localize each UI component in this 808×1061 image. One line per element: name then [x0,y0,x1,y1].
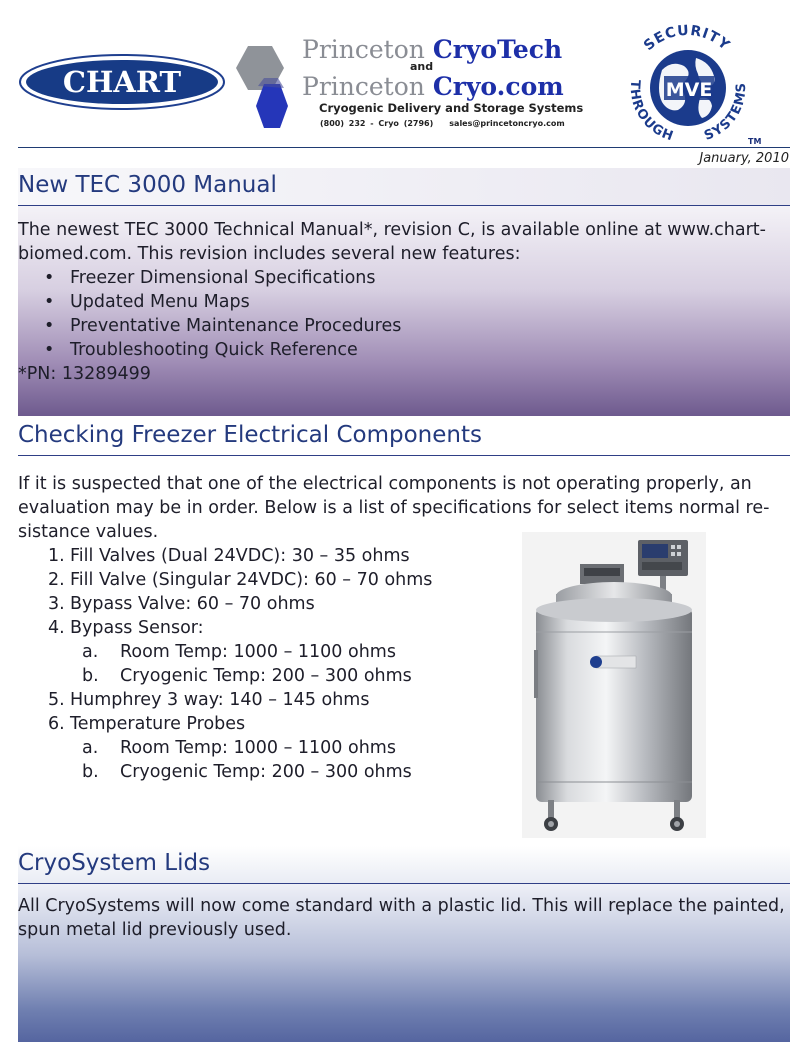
chart-logo [18,53,226,111]
list-text: Bypass Sensor: [70,618,204,638]
tec-manual-section [18,168,790,416]
section-body-tec [18,206,790,416]
list-text: Humphrey 3 way: 140 – 145 ohms [70,690,370,710]
list-number: 6. [48,714,65,734]
section-title-lids: CryoSystem Lids [18,846,790,884]
list-item: • Freezer Dimensional Specifications [18,266,790,290]
sub-list-letter: b. [82,762,99,782]
list-text: Fill Valve (Singular 24VDC): 60 – 70 ohms [70,570,433,590]
princeton-cryo-logo [232,36,582,136]
list-text: Temperature Probes [70,714,246,734]
brand-contact [320,119,565,128]
brand-tagline: Cryogenic Delivery and Storage Systems [319,101,584,115]
electrical-intro: If it is suspected that one of the electrical components is not operating properly, an evaluation may be in order. Below is a list of specifications for select items normal re-sistance values. [18,474,770,542]
list-number: 2. [48,570,65,590]
mve-right-arc: SYSTEMS [702,81,750,144]
brand-email: sales@princetoncryo.com [449,119,565,128]
list-item: • Troubleshooting Quick Reference [18,338,790,362]
list-number: 4. [48,618,65,638]
sub-list-letter: a. [82,642,99,662]
princeton-cryo-com-line [302,73,564,101]
tec-feature-list [18,266,790,362]
hexagon-mark [232,40,294,132]
sub-list-text: Room Temp: 1000 – 1100 ohms [120,642,396,662]
brand-word-cryo-com: Cryo.com [432,72,564,101]
chart-logo-text: CHART [62,65,182,99]
sub-list-letter: a. [82,738,99,758]
list-item: • Updated Menu Maps [18,290,790,314]
brand-phone: (800) 232 - Cryo (2796) [320,119,434,128]
section-title-tec: New TEC 3000 Manual [18,168,790,206]
list-number: 1. [48,546,65,566]
list-text: Bypass Valve: 60 – 70 ohms [70,594,315,614]
sub-list-text: Cryogenic Temp: 200 – 300 ohms [120,762,412,782]
list-number: 3. [48,594,65,614]
brand-word-princeton-2: Princeton [302,72,425,101]
cryosystem-lids-section [18,846,790,1042]
section-body-lids [18,884,790,1042]
sub-list-letter: b. [82,666,99,686]
tec-footnote: *PN: 13289499 [18,364,151,384]
lids-body: All CryoSystems will now come standard with a plastic lid. This will replace the painted, spun metal lid previously used. [18,896,785,940]
section-title-electrical: Checking Freezer Electrical Components [18,418,790,456]
brand-and: and [410,60,434,73]
list-item: • Preventative Maintenance Procedures [18,314,790,338]
issue-date: January, 2010 [699,151,789,166]
freezer-photo [522,532,706,838]
mve-logo [612,18,762,153]
header-rule [18,147,790,148]
list-number: 5. [48,690,65,710]
mve-top-arc: SECURITY [640,22,734,55]
brand-word-cryotech: CryoTech [432,35,563,64]
sub-list-text: Cryogenic Temp: 200 – 300 ohms [120,666,412,686]
svg-text:SECURITY [641,23,733,54]
mve-left-arc: THROUGH [626,79,676,145]
list-text: Fill Valves (Dual 24VDC): 30 – 35 ohms [70,546,410,566]
brand-word-princeton-1: Princeton [302,35,425,64]
trademark-mark: TM [748,137,762,146]
sub-list-text: Room Temp: 1000 – 1100 ohms [120,738,396,758]
mve-center-text: MVE [665,79,713,101]
tec-intro: The newest TEC 3000 Technical Manual*, revision C, is available online at www.chart-biomed.com. This revision includes several new features: [18,220,766,264]
